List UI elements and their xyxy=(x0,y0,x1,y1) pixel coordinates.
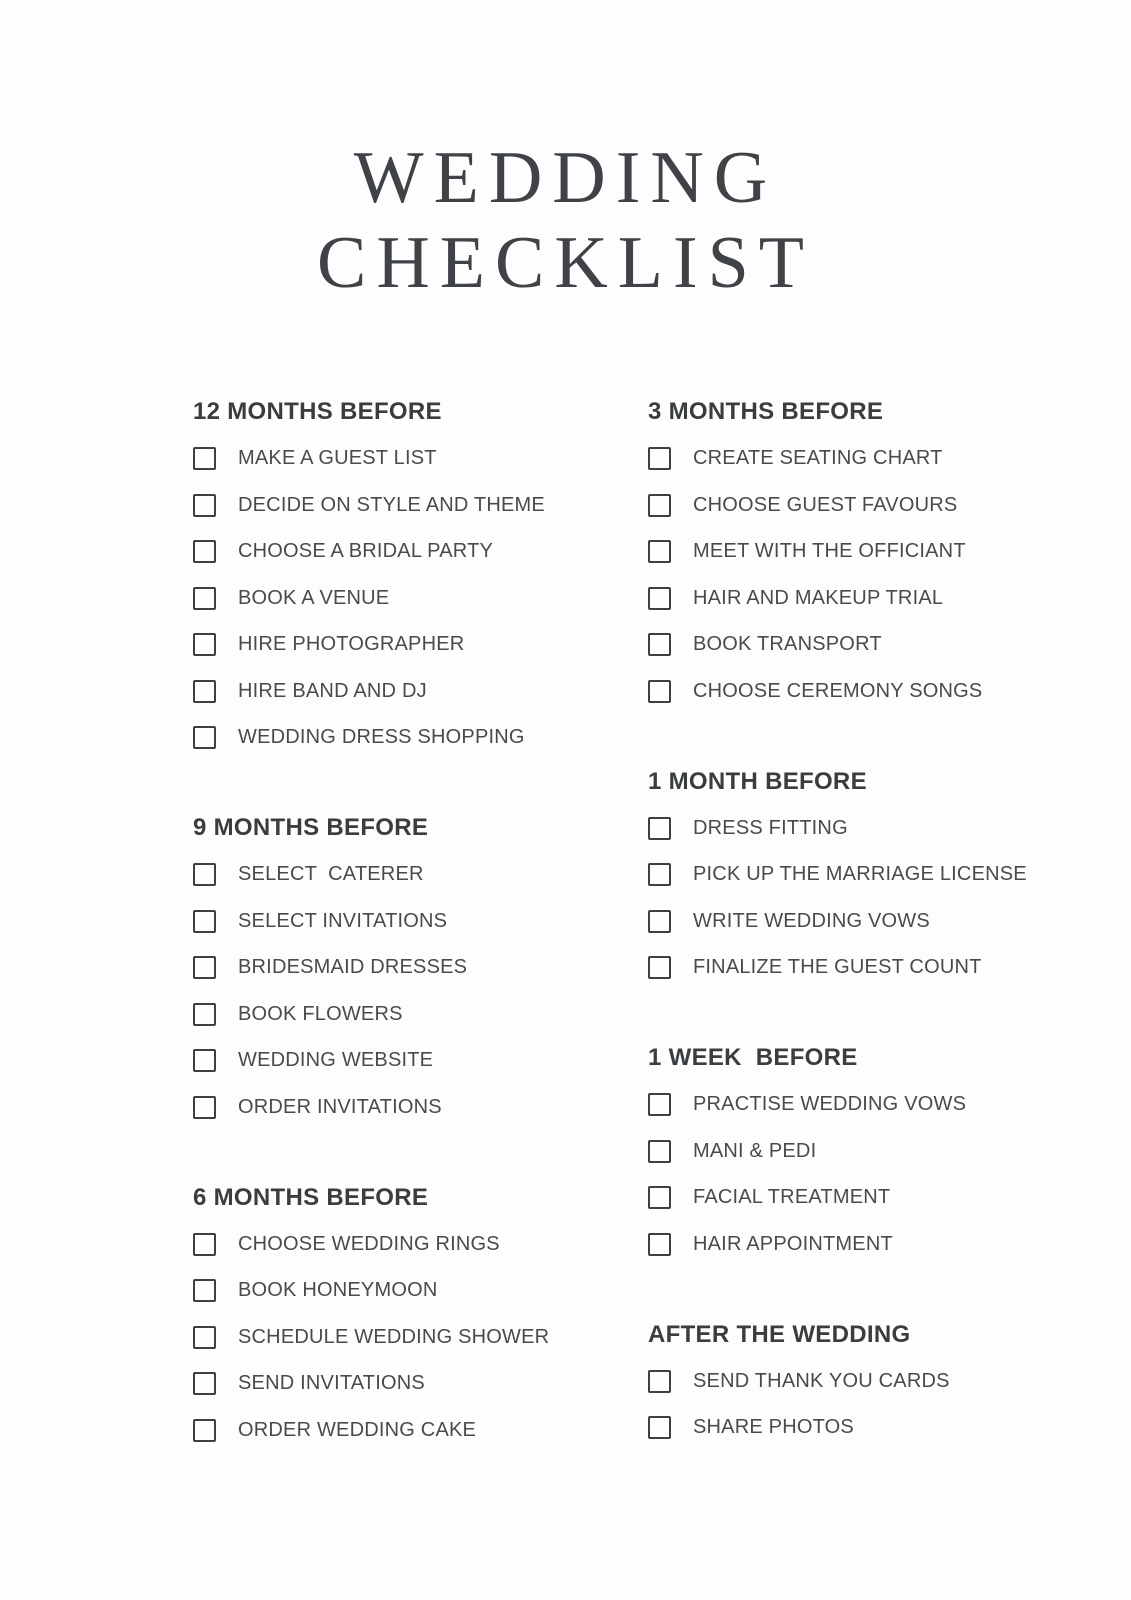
checkbox[interactable] xyxy=(193,1372,216,1395)
checklist-item xyxy=(193,575,648,622)
checklist-item-label: SELECT CATERER xyxy=(238,863,424,886)
checklist-item xyxy=(193,1038,648,1085)
checklist-item xyxy=(193,529,648,576)
section-heading: 1 WEEK BEFORE xyxy=(648,1044,858,1072)
checklist-item xyxy=(648,1175,1131,1222)
checkbox[interactable] xyxy=(648,817,671,840)
checklist-item-label: CHOOSE A BRIDAL PARTY xyxy=(238,540,494,563)
page-title-line2: CHECKLIST xyxy=(317,222,814,304)
checklist-item-label: BOOK TRANSPORT xyxy=(693,633,882,656)
checklist-column-right xyxy=(648,389,1131,1454)
checklist-item-label: WRITE WEDDING VOWS xyxy=(693,909,930,932)
checklist-item xyxy=(193,668,648,715)
checklist-section xyxy=(648,389,1131,715)
checklist-item xyxy=(193,1221,648,1268)
checklist-item xyxy=(648,898,1131,945)
checkbox[interactable] xyxy=(648,540,671,563)
checkbox[interactable] xyxy=(648,1233,671,1256)
checklist-item xyxy=(648,529,1131,576)
checklist-item xyxy=(648,668,1131,715)
checkbox[interactable] xyxy=(648,633,671,656)
checkbox[interactable] xyxy=(193,910,216,933)
checkbox[interactable] xyxy=(648,447,671,470)
checkbox[interactable] xyxy=(648,587,671,610)
checklist-item xyxy=(193,991,648,1038)
checklist-item-label: BRIDESMAID DRESSES xyxy=(238,956,468,979)
checkbox[interactable] xyxy=(648,956,671,979)
section-items xyxy=(648,805,1131,991)
checklist-item xyxy=(648,805,1131,852)
checkbox[interactable] xyxy=(648,1186,671,1209)
checklist-item xyxy=(193,436,648,483)
checklist-item-label: HIRE BAND AND DJ xyxy=(238,679,427,702)
checklist-item xyxy=(648,1128,1131,1175)
checklist-columns xyxy=(0,389,1131,1454)
checklist-item-label: SEND THANK YOU CARDS xyxy=(693,1369,950,1392)
section-heading: 3 MONTHS BEFORE xyxy=(648,398,884,426)
checklist-item-label: HAIR AND MAKEUP TRIAL xyxy=(693,586,944,609)
checklist-item-label: FACIAL TREATMENT xyxy=(693,1186,891,1209)
checklist-item-label: FINALIZE THE GUEST COUNT xyxy=(693,956,982,979)
checklist-item-label: SEND INVITATIONS xyxy=(238,1372,425,1395)
checkbox[interactable] xyxy=(193,1096,216,1119)
checklist-item-label: PICK UP THE MARRIAGE LICENSE xyxy=(693,863,1027,886)
section-items xyxy=(648,436,1131,715)
checklist-item xyxy=(193,898,648,945)
checklist-item-label: DRESS FITTING xyxy=(693,816,848,839)
checkbox[interactable] xyxy=(193,1326,216,1349)
checklist-item-label: CREATE SEATING CHART xyxy=(693,447,943,470)
checklist-item-label: MAKE A GUEST LIST xyxy=(238,447,437,470)
checkbox[interactable] xyxy=(193,956,216,979)
checklist-item-label: SCHEDULE WEDDING SHOWER xyxy=(238,1325,550,1348)
checklist-item xyxy=(193,715,648,762)
checkbox[interactable] xyxy=(193,1003,216,1026)
checkbox[interactable] xyxy=(193,494,216,517)
checklist-item-label: MEET WITH THE OFFICIANT xyxy=(693,540,966,563)
checklist-section xyxy=(648,759,1131,992)
page-title-line1: WEDDING xyxy=(353,137,778,219)
checkbox[interactable] xyxy=(193,587,216,610)
section-items xyxy=(193,1221,648,1454)
checklist-item-label: HAIR APPOINTMENT xyxy=(693,1232,893,1255)
checkbox[interactable] xyxy=(193,1049,216,1072)
checkbox[interactable] xyxy=(648,680,671,703)
checkbox[interactable] xyxy=(193,447,216,470)
page-title xyxy=(0,0,1131,306)
checklist-item xyxy=(648,852,1131,899)
section-items xyxy=(648,1358,1131,1451)
checklist-item xyxy=(193,1361,648,1408)
checklist-section xyxy=(193,805,648,1131)
section-items xyxy=(648,1082,1131,1268)
checkbox[interactable] xyxy=(193,1233,216,1256)
checklist-item xyxy=(193,1407,648,1454)
checklist-item xyxy=(648,622,1131,669)
checkbox[interactable] xyxy=(193,863,216,886)
checklist-item xyxy=(193,852,648,899)
checklist-item-label: ORDER INVITATIONS xyxy=(238,1095,442,1118)
checklist-item xyxy=(193,1268,648,1315)
checklist-item-label: SHARE PHOTOS xyxy=(693,1416,854,1439)
checklist-item xyxy=(193,482,648,529)
checkbox[interactable] xyxy=(648,863,671,886)
checkbox[interactable] xyxy=(648,494,671,517)
checkbox[interactable] xyxy=(193,680,216,703)
section-items xyxy=(193,852,648,1131)
checklist-item xyxy=(648,1405,1131,1452)
checkbox[interactable] xyxy=(193,633,216,656)
checklist-item-label: SELECT INVITATIONS xyxy=(238,909,448,932)
checklist-item-label: CHOOSE GUEST FAVOURS xyxy=(693,493,958,516)
checklist-item-label: ORDER WEDDING CAKE xyxy=(238,1418,477,1441)
checkbox[interactable] xyxy=(193,1279,216,1302)
checklist-item-label: BOOK A VENUE xyxy=(238,586,390,609)
checkbox[interactable] xyxy=(193,1419,216,1442)
checkbox[interactable] xyxy=(648,1370,671,1393)
checkbox[interactable] xyxy=(193,726,216,749)
checklist-item-label: HIRE PHOTOGRAPHER xyxy=(238,633,465,656)
section-heading: 1 MONTH BEFORE xyxy=(648,767,867,795)
checklist-section xyxy=(193,1175,648,1454)
checklist-item xyxy=(193,1314,648,1361)
section-heading: 12 MONTHS BEFORE xyxy=(193,398,442,426)
checklist-item xyxy=(648,575,1131,622)
checklist-item xyxy=(648,1221,1131,1268)
checkbox[interactable] xyxy=(648,1140,671,1163)
checklist-item-label: BOOK FLOWERS xyxy=(238,1002,403,1025)
checklist-item xyxy=(193,945,648,992)
checklist-item xyxy=(193,1084,648,1131)
checklist-item xyxy=(648,1358,1131,1405)
checkbox[interactable] xyxy=(648,1416,671,1439)
checklist-section xyxy=(193,389,648,761)
checklist-item-label: WEDDING DRESS SHOPPING xyxy=(238,726,525,749)
section-heading: 9 MONTHS BEFORE xyxy=(193,814,429,842)
checklist-item-label: CHOOSE CEREMONY SONGS xyxy=(693,679,983,702)
checklist-item-label: PRACTISE WEDDING VOWS xyxy=(693,1093,967,1116)
checklist-item xyxy=(648,945,1131,992)
checklist-section xyxy=(648,1035,1131,1268)
checkbox[interactable] xyxy=(193,540,216,563)
checklist-column-left xyxy=(193,389,648,1454)
checklist-section xyxy=(648,1312,1131,1452)
section-heading: 6 MONTHS BEFORE xyxy=(193,1183,429,1211)
checklist-item xyxy=(648,482,1131,529)
checklist-item xyxy=(648,436,1131,483)
checklist-item xyxy=(193,622,648,669)
checklist-item xyxy=(648,1082,1131,1129)
checkbox[interactable] xyxy=(648,1093,671,1116)
checklist-item-label: DECIDE ON STYLE AND THEME xyxy=(238,493,545,516)
checklist-item-label: BOOK HONEYMOON xyxy=(238,1279,438,1302)
checklist-item-label: WEDDING WEBSITE xyxy=(238,1049,434,1072)
section-items xyxy=(193,436,648,762)
checkbox[interactable] xyxy=(648,910,671,933)
checklist-item-label: CHOOSE WEDDING RINGS xyxy=(238,1232,500,1255)
checklist-item-label: MANI & PEDI xyxy=(693,1139,817,1162)
section-heading: AFTER THE WEDDING xyxy=(648,1320,911,1348)
